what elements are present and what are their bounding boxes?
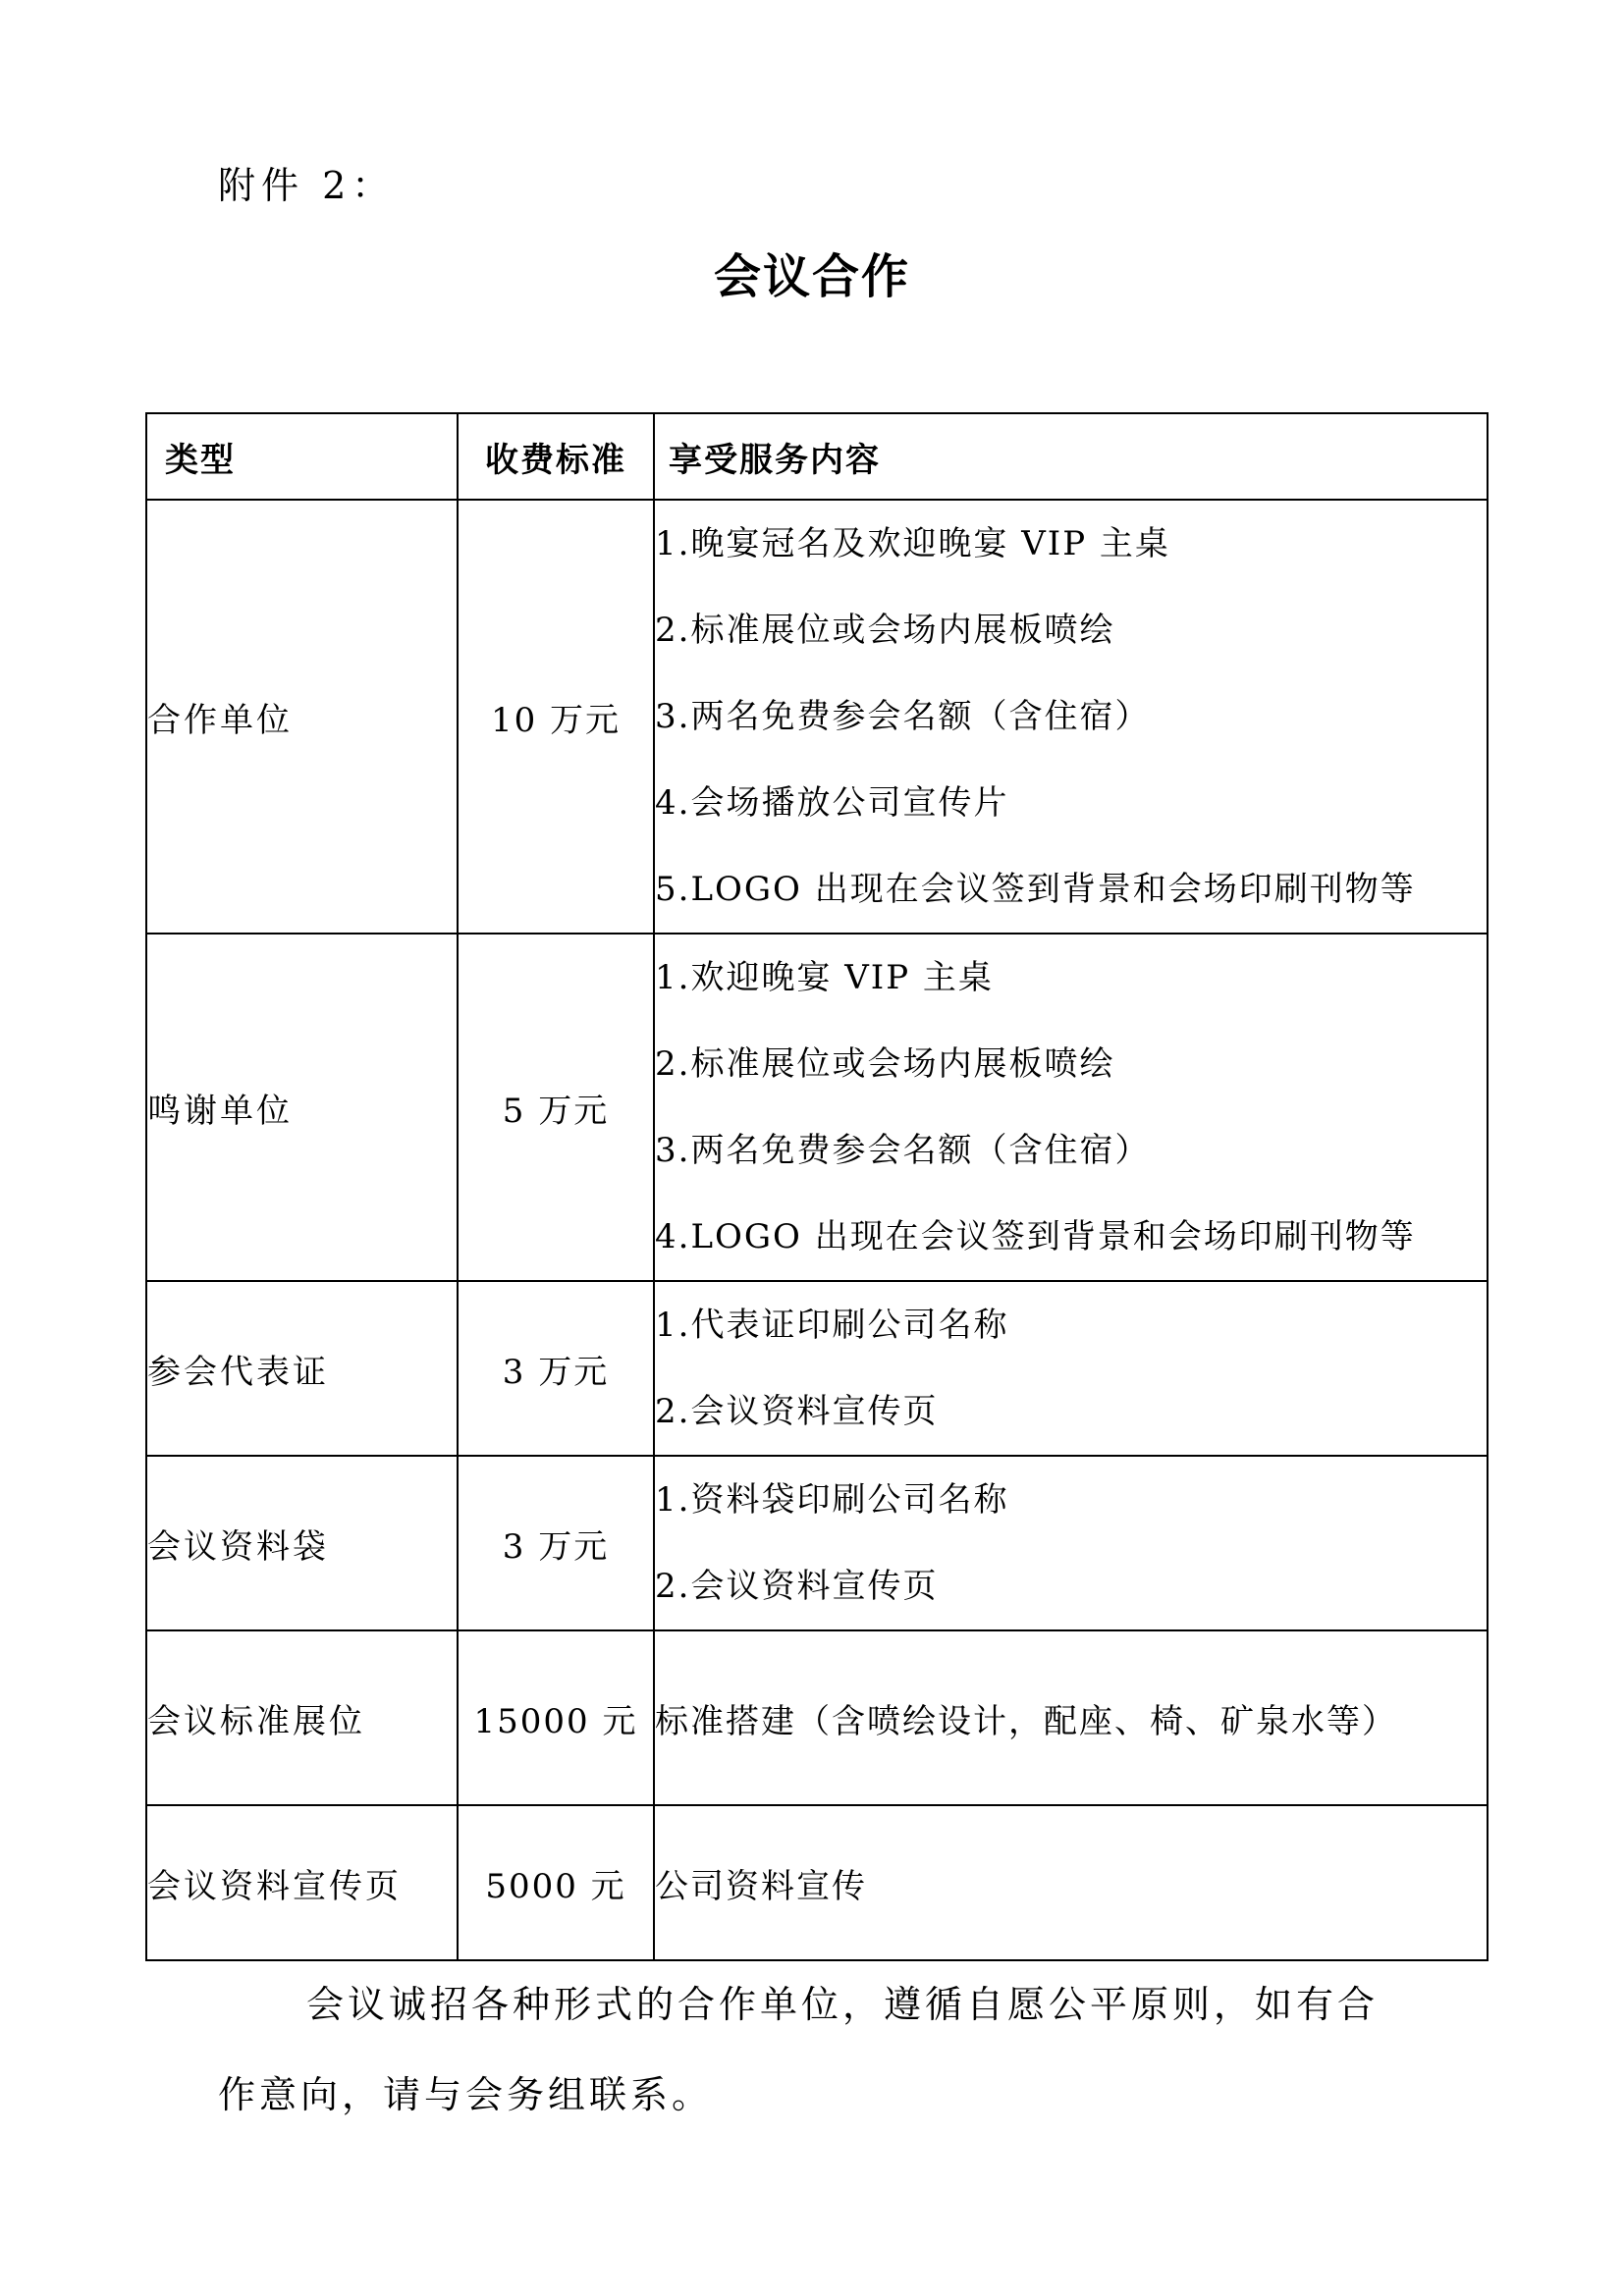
row-fee: 15000 元 (458, 1630, 654, 1805)
service-item: 3.两名免费参会名额（含住宿） (655, 697, 1151, 736)
row-fee: 5000 元 (458, 1805, 654, 1960)
row-type: 会议标准展位 (146, 1630, 458, 1805)
cooperation-table (145, 412, 1489, 1961)
service-item: 4.会场播放公司宣传片 (655, 783, 1009, 823)
row-type: 会议资料袋 (146, 1456, 458, 1630)
note-line: 会议诚招各种形式的合作单位，遵循自愿公平原则，如有合 (306, 1983, 1380, 2026)
row-services (654, 1805, 1488, 1960)
row-type: 鸣谢单位 (146, 934, 458, 1281)
row-fee: 5 万元 (458, 934, 654, 1281)
header-services: 享受服务内容 (654, 413, 1488, 500)
row-services (654, 1456, 1488, 1630)
row-services (654, 1630, 1488, 1805)
row-type: 参会代表证 (146, 1281, 458, 1456)
table-row (146, 1630, 1488, 1805)
row-services (654, 934, 1488, 1281)
service-item: 1.代表证印刷公司名称 (655, 1306, 1009, 1345)
closing-note (218, 1959, 1428, 2140)
service-item: 2.会议资料宣传页 (655, 1392, 939, 1431)
note-line: 作意向，请与会务组联系。 (218, 2073, 714, 2116)
row-type: 合作单位 (146, 500, 458, 934)
service-item: 4.LOGO 出现在会议签到背景和会场印刷刊物等 (655, 1217, 1416, 1256)
page-title: 会议合作 (713, 249, 910, 304)
service-item: 2.标准展位或会场内展板喷绘 (655, 1044, 1115, 1084)
table-row (146, 500, 1488, 934)
service-item: 1.资料袋印刷公司名称 (655, 1480, 1009, 1520)
table-header-row (146, 413, 1488, 500)
header-fee: 收费标准 (458, 413, 654, 500)
attachment-label: 附件 2： (218, 164, 396, 207)
table-row (146, 1456, 1488, 1630)
service-item: 1.欢迎晚宴 VIP 主桌 (655, 958, 994, 997)
service-item: 2.标准展位或会场内展板喷绘 (655, 611, 1115, 650)
row-fee: 3 万元 (458, 1456, 654, 1630)
table-row (146, 934, 1488, 1281)
row-type: 会议资料宣传页 (146, 1805, 458, 1960)
service-item: 2.会议资料宣传页 (655, 1567, 939, 1606)
service-item: 标准搭建（含喷绘设计，配座、椅、矿泉水等） (655, 1701, 1397, 1741)
service-item: 5.LOGO 出现在会议签到背景和会场印刷刊物等 (655, 870, 1416, 909)
table-row (146, 1281, 1488, 1456)
table-row (146, 1805, 1488, 1960)
row-fee: 10 万元 (458, 500, 654, 934)
service-item: 1.晚宴冠名及欢迎晚宴 VIP 主桌 (655, 524, 1170, 563)
service-item: 公司资料宣传 (655, 1866, 867, 1906)
row-fee: 3 万元 (458, 1281, 654, 1456)
header-type: 类型 (146, 413, 458, 500)
row-services (654, 500, 1488, 934)
row-services (654, 1281, 1488, 1456)
service-item: 3.两名免费参会名额（含住宿） (655, 1131, 1151, 1170)
